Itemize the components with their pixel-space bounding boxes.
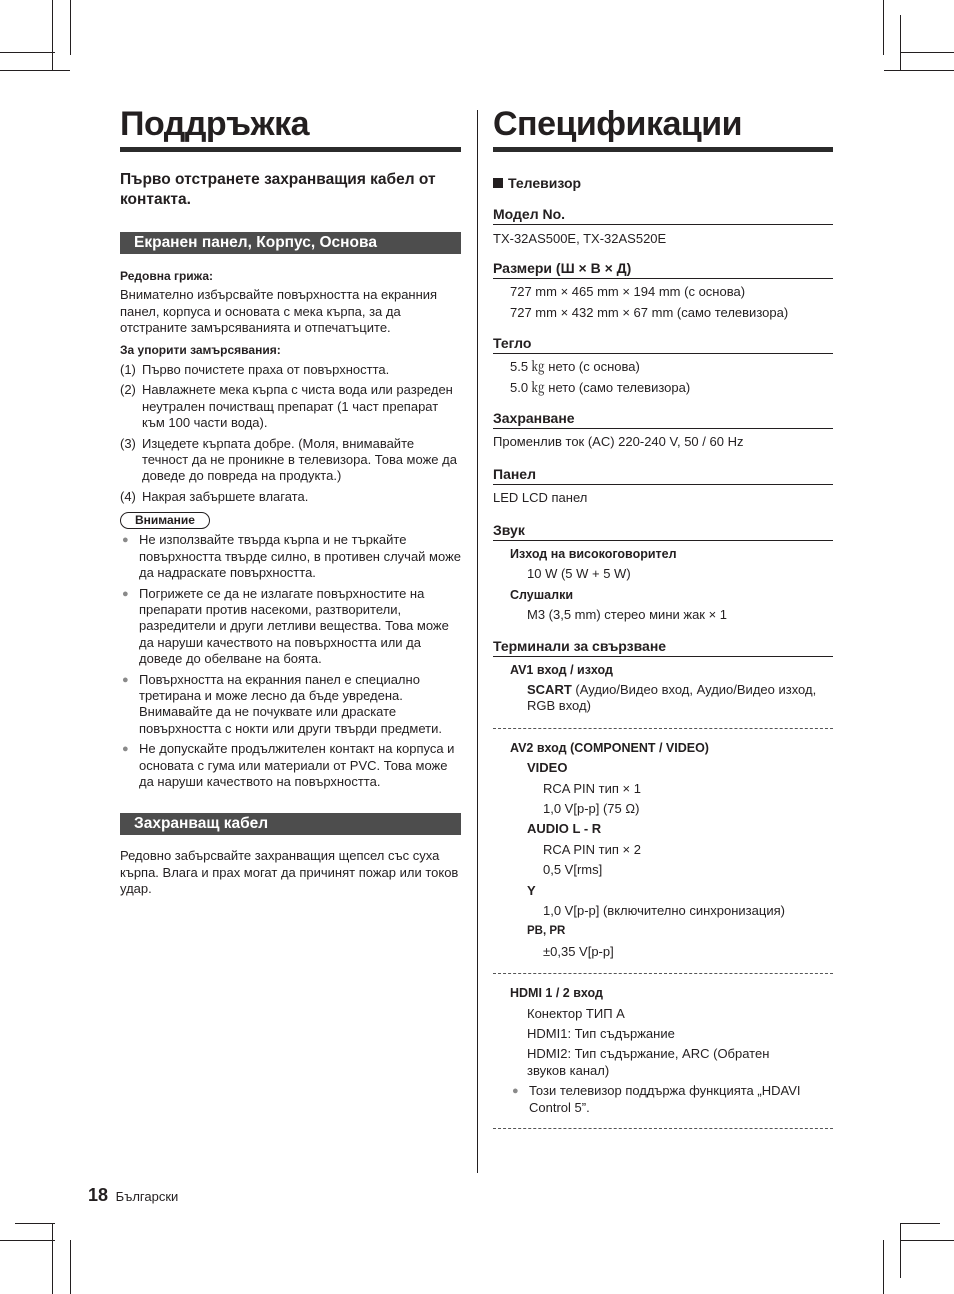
crop-mark [0,52,55,53]
scart-text: (Аудио/Видео вход, Аудио/Видео изход, RGB вход) [527,681,817,714]
crop-mark [15,1223,55,1224]
crop-mark [883,1240,884,1294]
tv-heading [493,174,833,193]
dimensions-with-stand: 727 mm × 465 mm × 194 mm (с основа) [510,284,746,300]
specifications-column [493,174,833,1129]
hdmi-note-text: Този телевизор поддържа функцията „HDAVI Control 5”. [529,1083,801,1115]
crop-mark [883,0,884,55]
step-number: (2) [120,382,136,398]
crop-mark [0,1240,55,1241]
dimensions-tv-only: 727 mm × 432 mm × 67 mm (само телевизора) [510,304,789,320]
caution-bullet [120,672,461,738]
av1-value [493,682,833,715]
divider [493,728,833,729]
bullet-text: Не допускайте продължителен контакт на корпуса и основата с гума или материали от PVC. Това може да наруши качеството на повърхността. [139,741,455,789]
stubborn-dirt-label: За упорити замърсявания: [120,342,281,357]
crop-mark [0,70,70,71]
model-heading: Модел No. [493,205,833,225]
title-rule [493,147,833,152]
crop-mark [52,1223,53,1294]
bullet-icon: ● [122,743,129,756]
bullet-icon: ● [512,1085,519,1098]
crop-mark [900,52,954,53]
maintenance-column [120,170,461,898]
terminals-heading: Терминали за свързване [493,637,833,657]
title-rule [120,147,461,152]
crop-mark [900,1223,901,1278]
weight-with-stand: 5.5 ㎏ нето (с основа) [510,359,640,375]
caution-bullet [120,532,461,581]
step-number: (4) [120,488,136,504]
section-header-panel: Екранен панел, Корпус, Основа [120,232,461,254]
model-a: TX-32AS500E, [493,231,580,246]
power-value: Променлив ток (AC) 220-240 V, 50 / 60 Hz [493,434,744,450]
video-value: RCA PIN тип × 1 [543,780,641,796]
regular-care-text: Внимателно избърсвайте повърхността на екранния панел, корпуса и основата с мека кърпа, за да отстраните замърсяванията и отпечатъците. [120,287,438,336]
model-b: TX-32AS520E [583,231,667,246]
bullet-icon: ● [122,673,129,686]
pb-pr-value: ±0,35 V[p-p] [543,943,614,959]
crop-mark [900,15,901,70]
tv-label: Телевизор [508,175,582,191]
regular-care-label: Редовна грижа: [120,269,213,283]
y-label: Y [527,882,536,898]
bullet-text: Повърхността на екранния панел е специално третирана и може лесно да бъде увредена. Внимавайте да не почуквате или драскате повърхността с нокти или други твърди предмети. [139,671,442,736]
square-bullet-icon [493,178,503,188]
divider [493,973,833,974]
model-values [493,231,833,247]
step-item [120,436,461,485]
bullet-text: Не използвайте твърда кърпа и не търкайте повърхността твърде силно, в противен случай може да надраскате повърхността. [139,532,461,581]
power-heading: Захранване [493,409,833,429]
step-text: Навлажнете мека кърпа с чиста вода или разреден неутрален почистващ препарат (1 част препарат към 100 части вода). [142,382,453,431]
weight-heading: Тегло [493,334,833,354]
sound-heading: Звук [493,521,833,541]
page-title-specifications: Спецификации [493,105,743,143]
hdmi-value: HDMI2: Тип съдържание, ARC (Обратен звуков канал) [527,1046,770,1078]
speaker-label: Изход на високоговорител [510,546,677,561]
hdmi-value: Конектор ТИП A [527,1005,625,1021]
bullet-icon: ● [122,534,129,547]
av2-label: AV2 вход (COMPONENT / VIDEO) [510,740,709,755]
av1-label: AV1 вход / изход [510,663,613,678]
caution-bullet [120,741,461,790]
unplug-notice: Първо отстранете захранващия кабел от контакта. [120,171,436,208]
video-label: VIDEO [527,760,568,776]
crop-mark [884,70,954,71]
hdmi-label: HDMI 1 / 2 вход [510,986,603,1001]
weight-tv-only: 5.0 ㎏ нето (само телевизора) [510,379,691,395]
page-footer [88,1185,178,1207]
section-header-power-cable: Захранващ кабел [120,813,461,835]
panel-heading: Панел [493,465,833,485]
hdmi-value: HDMI1: Тип съдържание [527,1025,675,1041]
bullet-icon: ● [122,587,129,600]
speaker-value: 10 W (5 W + 5 W) [527,566,631,582]
page-number: 18 [88,1185,109,1205]
divider [493,1128,833,1129]
headphones-label: Слушалки [510,587,574,602]
crop-mark [70,0,71,55]
crop-mark [900,1240,954,1241]
language-label: Български [115,1189,179,1204]
step-number: (1) [120,362,136,378]
audio-label: AUDIO L - R [527,821,602,837]
hdmi-note [493,1083,833,1116]
crop-mark [52,0,53,70]
caution-bullet [120,586,461,668]
audio-value: 0,5 V[rms] [543,862,603,878]
crop-mark [900,1223,940,1224]
crop-mark [70,1240,71,1294]
step-item [120,382,461,431]
column-divider [477,110,478,1173]
power-cable-text: Редовно забърсвайте захранващия щепсел със суха кърпа. Влага и прах могат да причинят пожар или токов удар. [120,848,459,897]
pb-pr-label: PB, PR [527,925,566,938]
bullet-text: Погрижете се да не излагате повърхностите на препарати против насекоми, разтворители, разредители и други летливи вещества. Това може да наруши качеството на повърхността или да доведе до обелване на боята. [139,585,449,667]
step-text: Накрая забършете влагата. [142,488,309,504]
step-text: Изцедете кърпата добре. (Моля, внимавайте течност да не проникне в телевизора. Това може да доведе до повреда на продукта.) [142,435,457,484]
audio-value: RCA PIN тип × 2 [543,841,641,857]
caution-badge: Внимание [120,512,210,529]
step-item [120,362,461,378]
step-number: (3) [120,435,136,451]
caution-row [120,512,461,529]
dimensions-heading: Размери (Ш × В × Д) [493,259,833,279]
panel-value: LED LCD панел [493,490,588,506]
headphones-value: M3 (3,5 mm) стерео мини жак × 1 [527,607,728,623]
y-value: 1,0 V[p-p] (включително синхронизация) [543,902,785,918]
step-item [120,489,461,505]
scart-label: SCART [527,681,572,697]
video-value: 1,0 V[p-p] (75 Ω) [543,800,640,816]
step-text: Първо почистете праха от повърхността. [142,362,390,378]
page-title-maintenance: Поддръжка [120,105,310,143]
